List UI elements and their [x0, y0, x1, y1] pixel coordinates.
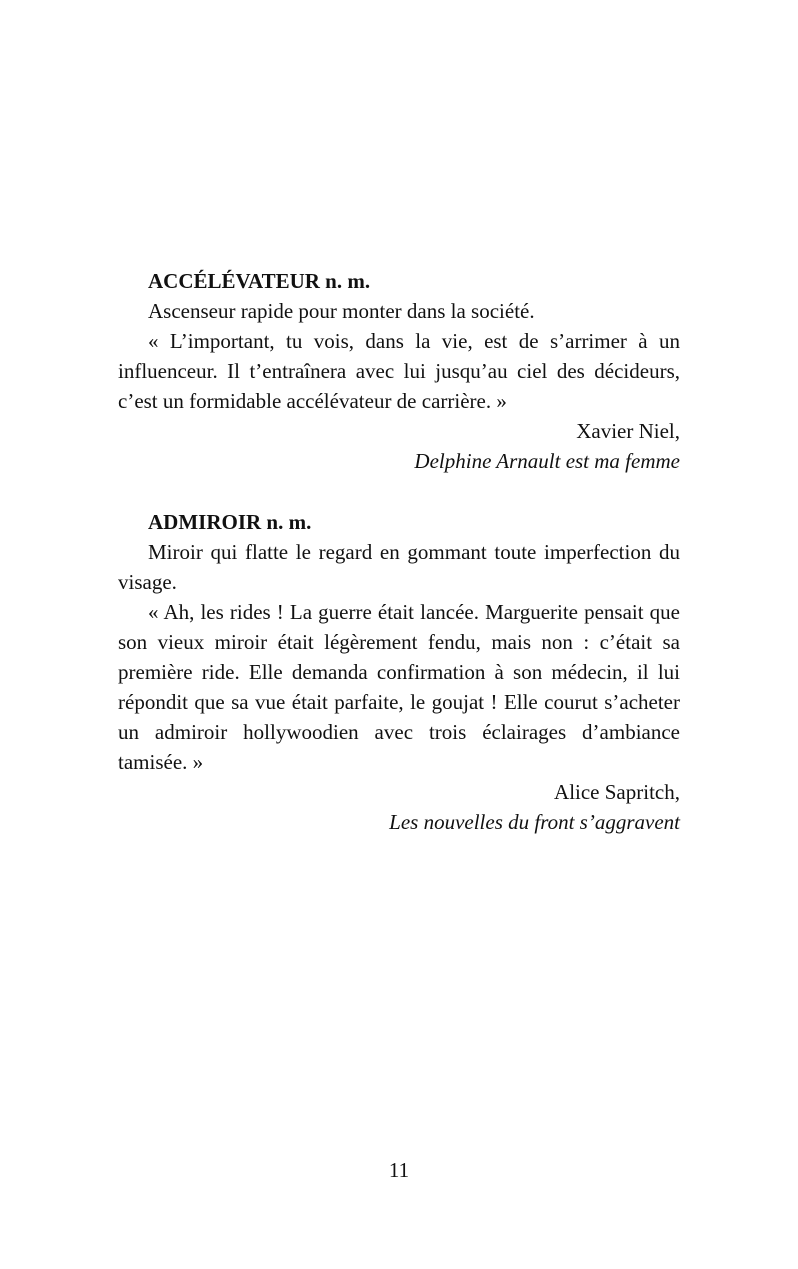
quote-author: Alice Sapritch, — [554, 780, 680, 804]
entry-definition: Miroir qui flatte le regard en gommant toute imperfection du visage. — [118, 540, 680, 594]
page-number: 11 — [388, 1158, 410, 1182]
quote-author: Xavier Niel, — [576, 419, 680, 443]
entry-quote: « L’important, tu vois, dans la vie, est de s’arrimer à un influenceur. Il t’entraînera avec lui jusqu’au ciel des décideurs, c’est un formidable accélévateur de carrière. » — [118, 329, 680, 413]
quote-work-title: Delphine Arnault est ma femme — [414, 449, 680, 473]
entry-headword: ACCÉLÉVATEUR n. m. — [148, 269, 371, 293]
dictionary-entry — [118, 507, 680, 837]
entry-headword: ADMIROIR n. m. — [148, 510, 312, 534]
quote-work-title: Les nouvelles du front s’aggravent — [389, 810, 680, 834]
entry-quote: « Ah, les rides ! La guerre était lancée. Marguerite pensait que son vieux miroir était légèrement fendu, mais non : c’était sa première ride. Elle demanda confirmation à son médecin, il lui répondit que sa vue était parfaite, le goujat ! Elle courut s’acheter un admiroir hollywoodien avec trois éclairages d’ambiance tamisée. » — [118, 600, 680, 774]
entry-definition: Ascenseur rapide pour monter dans la société. — [148, 299, 535, 323]
dictionary-entry — [118, 266, 680, 476]
